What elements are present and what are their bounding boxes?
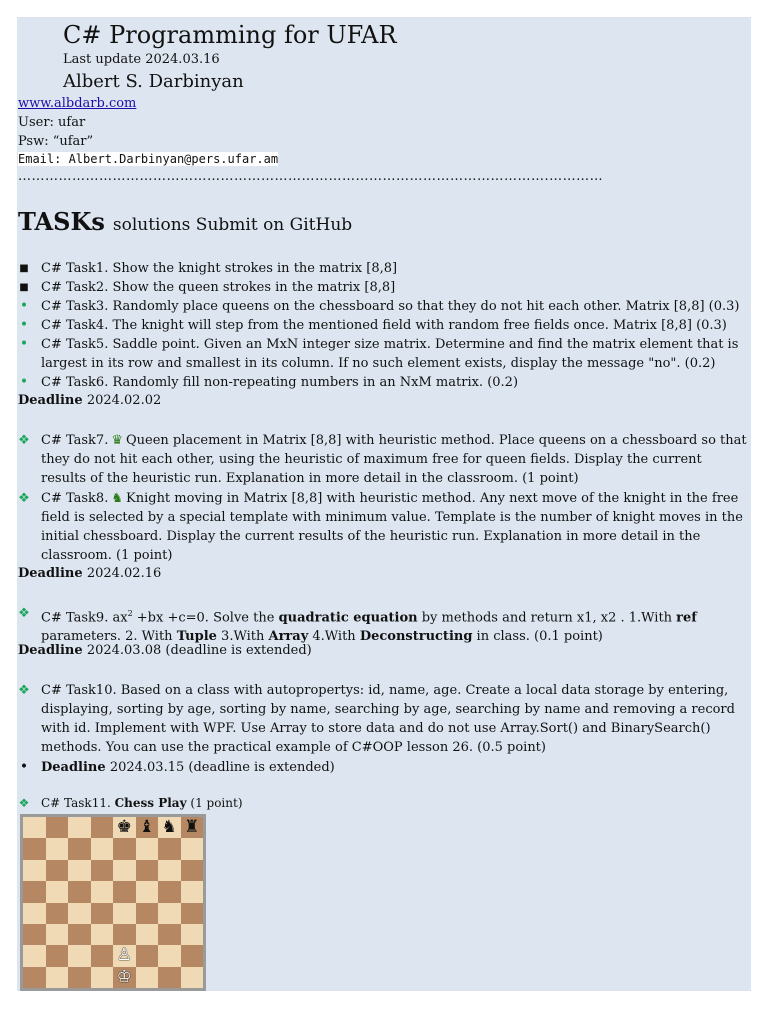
board-square[interactable] xyxy=(23,945,46,966)
task-prefix: C# Task11. xyxy=(41,796,111,810)
board-square[interactable] xyxy=(46,967,69,988)
deadline-date: 2024.02.16 xyxy=(86,566,162,581)
tasks-heading xyxy=(18,207,352,236)
board-square[interactable] xyxy=(181,860,204,881)
board-square[interactable] xyxy=(181,924,204,945)
board-square[interactable] xyxy=(158,817,181,838)
task-item xyxy=(19,259,747,278)
board-square[interactable] xyxy=(23,924,46,945)
bold-term: ref xyxy=(676,610,697,626)
task-text: 3.With xyxy=(216,629,269,645)
deadline-label: Deadline xyxy=(18,393,83,408)
task-text: Queen placement in Matrix [8,8] with heuristic method. Place queens on a chessboard so that they do not hit each other, using the heuristic of maximum free for queen fields. Display the current results of the heuristic run. Explanation in more detail in the classroom. (1 point) xyxy=(41,433,747,486)
bold-term: Tuple xyxy=(176,629,217,645)
black-knight-icon[interactable]: ♞ xyxy=(161,817,177,838)
deadline-line xyxy=(18,643,312,658)
board-square[interactable] xyxy=(158,924,181,945)
dot-bullet-icon: • xyxy=(19,374,29,390)
user-line: User: ufar xyxy=(18,115,86,130)
board-square[interactable] xyxy=(113,967,136,988)
board-square[interactable] xyxy=(46,817,69,838)
board-square[interactable] xyxy=(136,881,159,902)
board-square[interactable] xyxy=(46,881,69,902)
board-square[interactable] xyxy=(46,924,69,945)
board-square[interactable] xyxy=(91,881,114,902)
board-square[interactable] xyxy=(113,903,136,924)
board-square[interactable] xyxy=(136,903,159,924)
task-text: C# Task4. The knight will step from the mentioned field with random free fields once. Matrix [8,8] (0.3) xyxy=(41,318,727,333)
board-square[interactable] xyxy=(136,967,159,988)
task-text: C# Task10. Based on a class with autopropertys: id, name, age. Create a local data storage by entering, displaying, sorting by age, sorting by name, searching by age, searching by name and removing a record with id. Implement with WPF. Use Array to store data and do not use Array.Sort() and BinarySearch() methods. You can use the practical example of C#OOP lesson 26. (0.5 point) xyxy=(41,683,735,755)
board-square[interactable] xyxy=(113,945,136,966)
board-square[interactable] xyxy=(68,945,91,966)
task-text: parameters. 2. With xyxy=(41,629,177,645)
task-text: Knight moving in Matrix [8,8] with heuristic method. Any next move of the knight in the free field is selected by a special template with minimum value. Template is the number of knight moves in the initial chessboard. Display the current results of the heuristic run. Explanation in more detail in the classroom. (1 point) xyxy=(41,491,743,563)
last-update: Last update 2024.03.16 xyxy=(63,52,220,67)
deadline-label: Deadline xyxy=(18,643,83,658)
board-square[interactable] xyxy=(91,860,114,881)
board-square[interactable] xyxy=(91,967,114,988)
bold-term: Deconstructing xyxy=(359,629,473,645)
board-square[interactable] xyxy=(158,838,181,859)
board-square[interactable] xyxy=(68,817,91,838)
board-square[interactable] xyxy=(68,903,91,924)
author-name: Albert S. Darbinyan xyxy=(63,71,244,92)
task-item xyxy=(19,278,747,297)
board-square[interactable] xyxy=(113,924,136,945)
deadline-date: 2024.02.02 xyxy=(86,393,162,408)
tasks-heading-sub: solutions Submit on GitHub xyxy=(112,215,353,235)
board-square[interactable] xyxy=(23,817,46,838)
dot-bullet-icon: • xyxy=(19,336,29,352)
board-square[interactable] xyxy=(158,967,181,988)
board-square[interactable] xyxy=(68,924,91,945)
board-square[interactable] xyxy=(46,945,69,966)
task-text: C# Task3. Randomly place queens on the chessboard so that they do not hit each other. Matrix [8,8] (0.3) xyxy=(41,299,740,314)
board-square[interactable] xyxy=(158,945,181,966)
board-square[interactable] xyxy=(23,967,46,988)
diamond-bullet-icon: ❖ xyxy=(18,491,30,506)
board-square[interactable] xyxy=(46,903,69,924)
board-square[interactable] xyxy=(91,838,114,859)
board-square[interactable] xyxy=(181,945,204,966)
board-square[interactable] xyxy=(68,838,91,859)
board-square[interactable] xyxy=(113,817,136,838)
board-square[interactable] xyxy=(68,967,91,988)
board-square[interactable] xyxy=(136,838,159,859)
board-square[interactable] xyxy=(91,903,114,924)
board-square[interactable] xyxy=(181,967,204,988)
board-square[interactable] xyxy=(113,881,136,902)
square-bullet-icon: ■ xyxy=(19,263,29,274)
board-square[interactable] xyxy=(91,817,114,838)
deadline-line xyxy=(18,566,161,581)
deadline-date: 2024.03.15 (deadline is extended) xyxy=(109,760,335,775)
task-item xyxy=(19,373,747,392)
black-bishop-icon[interactable]: ♝ xyxy=(139,817,155,838)
board-square[interactable] xyxy=(46,860,69,881)
black-rook-icon[interactable]: ♜ xyxy=(184,817,200,838)
document-page xyxy=(17,17,751,991)
board-square[interactable] xyxy=(91,945,114,966)
knight-icon: ♞ xyxy=(111,491,123,506)
task-item xyxy=(18,794,747,813)
task-text: C# Task2. Show the queen strokes in the matrix [8,8] xyxy=(41,280,396,295)
task-prefix: C# Task7. xyxy=(41,433,109,448)
board-square[interactable] xyxy=(91,924,114,945)
board-square[interactable] xyxy=(181,881,204,902)
board-square[interactable] xyxy=(68,860,91,881)
black-king-icon[interactable]: ♚ xyxy=(116,817,132,838)
diamond-bullet-icon: ❖ xyxy=(18,606,30,621)
superscript: 2 xyxy=(127,609,133,618)
task-item xyxy=(18,681,747,757)
deadline-label: Deadline xyxy=(18,566,83,581)
white-king-icon[interactable]: ♔ xyxy=(116,966,132,987)
deadline-label: Deadline xyxy=(41,760,106,775)
board-square[interactable] xyxy=(136,860,159,881)
board-square[interactable] xyxy=(181,817,204,838)
diamond-bullet-icon: ❖ xyxy=(18,796,30,810)
board-square[interactable] xyxy=(23,838,46,859)
board-square[interactable] xyxy=(136,817,159,838)
email-line: Email: Albert.Darbinyan@pers.ufar.am xyxy=(18,152,279,166)
task-item xyxy=(19,316,747,335)
board-square[interactable] xyxy=(136,924,159,945)
square-bullet-icon: ■ xyxy=(19,282,29,293)
task-text: C# Task1. Show the knight strokes in the matrix [8,8] xyxy=(41,261,398,276)
tasks-heading-main: TASKs xyxy=(18,207,105,236)
task-text: 4.With xyxy=(308,629,360,645)
board-square[interactable] xyxy=(136,945,159,966)
chessboard[interactable] xyxy=(20,814,206,991)
task-item xyxy=(19,335,747,373)
bold-term: quadratic equation xyxy=(278,610,418,626)
task-text: +bx +c=0. Solve the xyxy=(132,610,279,626)
dot-bullet-icon: • xyxy=(19,317,29,333)
dotted-divider: ……………………………………………………………………………………………………….………… xyxy=(18,169,604,184)
password-line: Psw: “ufar” xyxy=(18,134,94,149)
page-title: C# Programming for UFAR xyxy=(63,21,397,49)
task-suffix: (1 point) xyxy=(190,796,243,810)
task-item xyxy=(18,604,747,646)
board-square[interactable] xyxy=(158,860,181,881)
board-square[interactable] xyxy=(113,860,136,881)
task-text: C# Task9. ax xyxy=(41,610,128,626)
task-text: in class. (0.1 point) xyxy=(472,629,603,645)
dot-bullet-icon: • xyxy=(19,759,29,775)
task-item xyxy=(19,297,747,316)
board-square[interactable] xyxy=(181,903,204,924)
diamond-bullet-icon: ❖ xyxy=(18,433,30,448)
task-text: C# Task6. Randomly fill non-repeating numbers in an NxM matrix. (0.2) xyxy=(41,375,519,390)
deadline-item xyxy=(19,758,747,777)
dot-bullet-icon: • xyxy=(19,298,29,314)
board-square[interactable] xyxy=(23,903,46,924)
task-text: C# Task5. Saddle point. Given an MxN integer size matrix. Determine and find the matrix element that is largest in its row and smallest in its column. If no such element exists, display the message "no". (0.2) xyxy=(41,337,739,371)
queen-icon: ♛ xyxy=(111,433,123,448)
deadline-line xyxy=(18,393,161,408)
task-item xyxy=(18,431,747,488)
task-text: by methods and return x1, x2 . 1.With xyxy=(417,610,677,626)
board-square[interactable] xyxy=(23,860,46,881)
board-square[interactable] xyxy=(113,838,136,859)
board-square[interactable] xyxy=(158,903,181,924)
task-item xyxy=(18,489,747,565)
board-square[interactable] xyxy=(68,881,91,902)
website-link[interactable]: www.albdarb.com xyxy=(18,96,137,111)
board-square[interactable] xyxy=(46,838,69,859)
bold-term: Chess Play xyxy=(114,796,187,810)
task-prefix: C# Task8. xyxy=(41,491,109,506)
diamond-bullet-icon: ❖ xyxy=(18,683,30,698)
board-square[interactable] xyxy=(158,881,181,902)
white-pawn-icon[interactable]: ♙ xyxy=(116,945,132,966)
bold-term: Array xyxy=(268,629,309,645)
board-square[interactable] xyxy=(181,838,204,859)
deadline-date: 2024.03.08 (deadline is extended) xyxy=(86,643,312,658)
board-square[interactable] xyxy=(23,881,46,902)
